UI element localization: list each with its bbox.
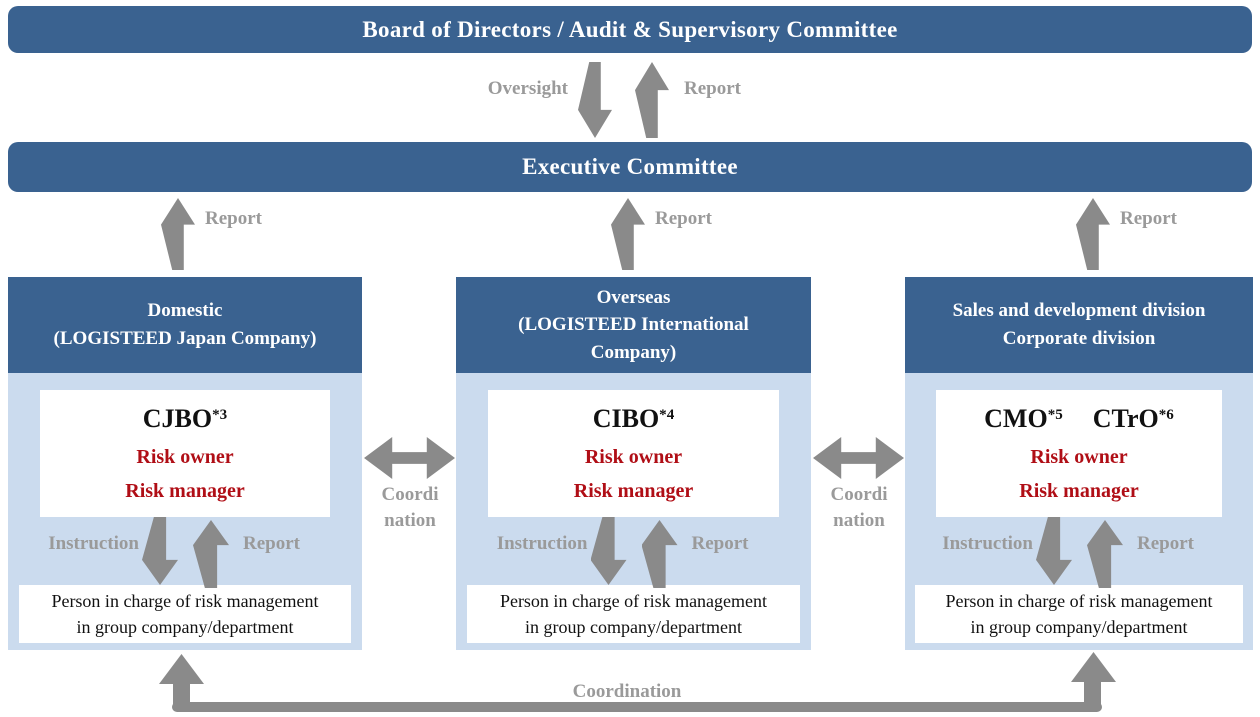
- overseas-role-title: [593, 406, 675, 432]
- risk-owner-label: Risk owner: [136, 445, 234, 468]
- risk-manager-label: Risk manager: [573, 479, 694, 502]
- corporate-column-header: [905, 277, 1253, 373]
- risk-owner-label: Risk owner: [584, 445, 683, 468]
- corporate-header-line: Sales and development division: [952, 300, 1206, 322]
- overseas-header-line: (LOGISTEED International: [518, 314, 749, 336]
- oversight-down-arrow-icon: [578, 62, 612, 138]
- role-title-part: CJBO$^{*3}$: [142, 404, 228, 434]
- coordination-label: Coordi nation: [830, 484, 888, 531]
- overseas-report-label: Report: [655, 208, 712, 229]
- bottom-right-arrow-shaft: [1084, 682, 1101, 708]
- risk-manager-label: Risk manager: [1019, 479, 1139, 502]
- bottom-right-up-arrow-icon: [1071, 652, 1116, 682]
- executive-committee-label: Executive Committee: [522, 154, 738, 179]
- overseas-column-header: [456, 277, 811, 373]
- overseas-person-in-charge-box: [467, 585, 801, 643]
- bottom-coordination-label: Coordination: [572, 681, 682, 702]
- bottom-left-arrow-shaft: [173, 682, 190, 708]
- instruction-label: Instruction: [48, 533, 139, 554]
- corporate-person-in-charge-box: [915, 585, 1242, 643]
- person-box-line: in group company/department: [525, 617, 742, 637]
- instruction-label: Instruction: [496, 533, 588, 554]
- board-report-up-arrow-icon: [635, 62, 669, 138]
- coordination-double-arrow-icon: [813, 437, 904, 479]
- corporate-role-title: [984, 406, 1174, 432]
- person-box-line: Person in charge of risk management: [51, 590, 319, 611]
- person-box-line: in group company/department: [970, 617, 1188, 637]
- overseas-header-line: Overseas: [596, 286, 671, 308]
- domestic-report-label: Report: [205, 208, 262, 229]
- executive-committee-bar: [8, 142, 1252, 192]
- corporate-report-up-arrow-icon: [1076, 198, 1110, 270]
- corporate-role-box: [936, 390, 1221, 517]
- overseas-report-up-arrow-icon: [611, 198, 645, 270]
- domestic-header-line: (LOGISTEED Japan Company): [53, 328, 317, 349]
- risk-manager-label: Risk manager: [125, 479, 245, 502]
- role-title-part: CIBO$^{*4}$: [592, 404, 675, 434]
- board-report-label: Report: [684, 78, 741, 99]
- coordination-double-arrow-icon: [364, 437, 455, 479]
- oversight-label: Oversight: [487, 78, 568, 99]
- domestic-division-column: [8, 277, 362, 650]
- coordination-label: Coordi nation: [381, 484, 439, 531]
- bottom-left-up-arrow-icon: [159, 654, 204, 684]
- risk-owner-label: Risk owner: [1030, 445, 1128, 468]
- domestic-header-line: Domestic: [147, 300, 223, 322]
- overseas-division-column: [456, 277, 811, 650]
- overseas-header-line: Company): [590, 341, 677, 363]
- person-box-line: in group company/department: [76, 617, 294, 637]
- person-report-label: Report: [1137, 533, 1194, 554]
- overseas-role-box: [488, 390, 779, 517]
- board-of-directors-label: Board of Directors / Audit & Supervisory Committee: [362, 16, 898, 42]
- person-box-line: Person in charge of risk management: [499, 590, 768, 611]
- corporate-header-line: Corporate division: [1002, 328, 1156, 349]
- domestic-report-up-arrow-icon: [161, 198, 195, 270]
- domestic-role-box: [40, 390, 330, 517]
- role-title-part: CMO$^{*5}$: [984, 404, 1063, 434]
- corporate-division-column: [905, 277, 1253, 650]
- board-of-directors-bar: [8, 6, 1252, 53]
- domestic-person-in-charge-box: [19, 585, 352, 643]
- person-report-label: Report: [691, 533, 749, 554]
- person-box-line: Person in charge of risk management: [945, 590, 1213, 611]
- domestic-column-header: [8, 277, 362, 373]
- role-title-part: CTrO$^{*6}$: [1092, 404, 1174, 434]
- person-report-label: Report: [243, 533, 300, 554]
- domestic-role-title: [143, 406, 227, 432]
- corporate-report-label: Report: [1120, 208, 1177, 229]
- instruction-label: Instruction: [942, 533, 1033, 554]
